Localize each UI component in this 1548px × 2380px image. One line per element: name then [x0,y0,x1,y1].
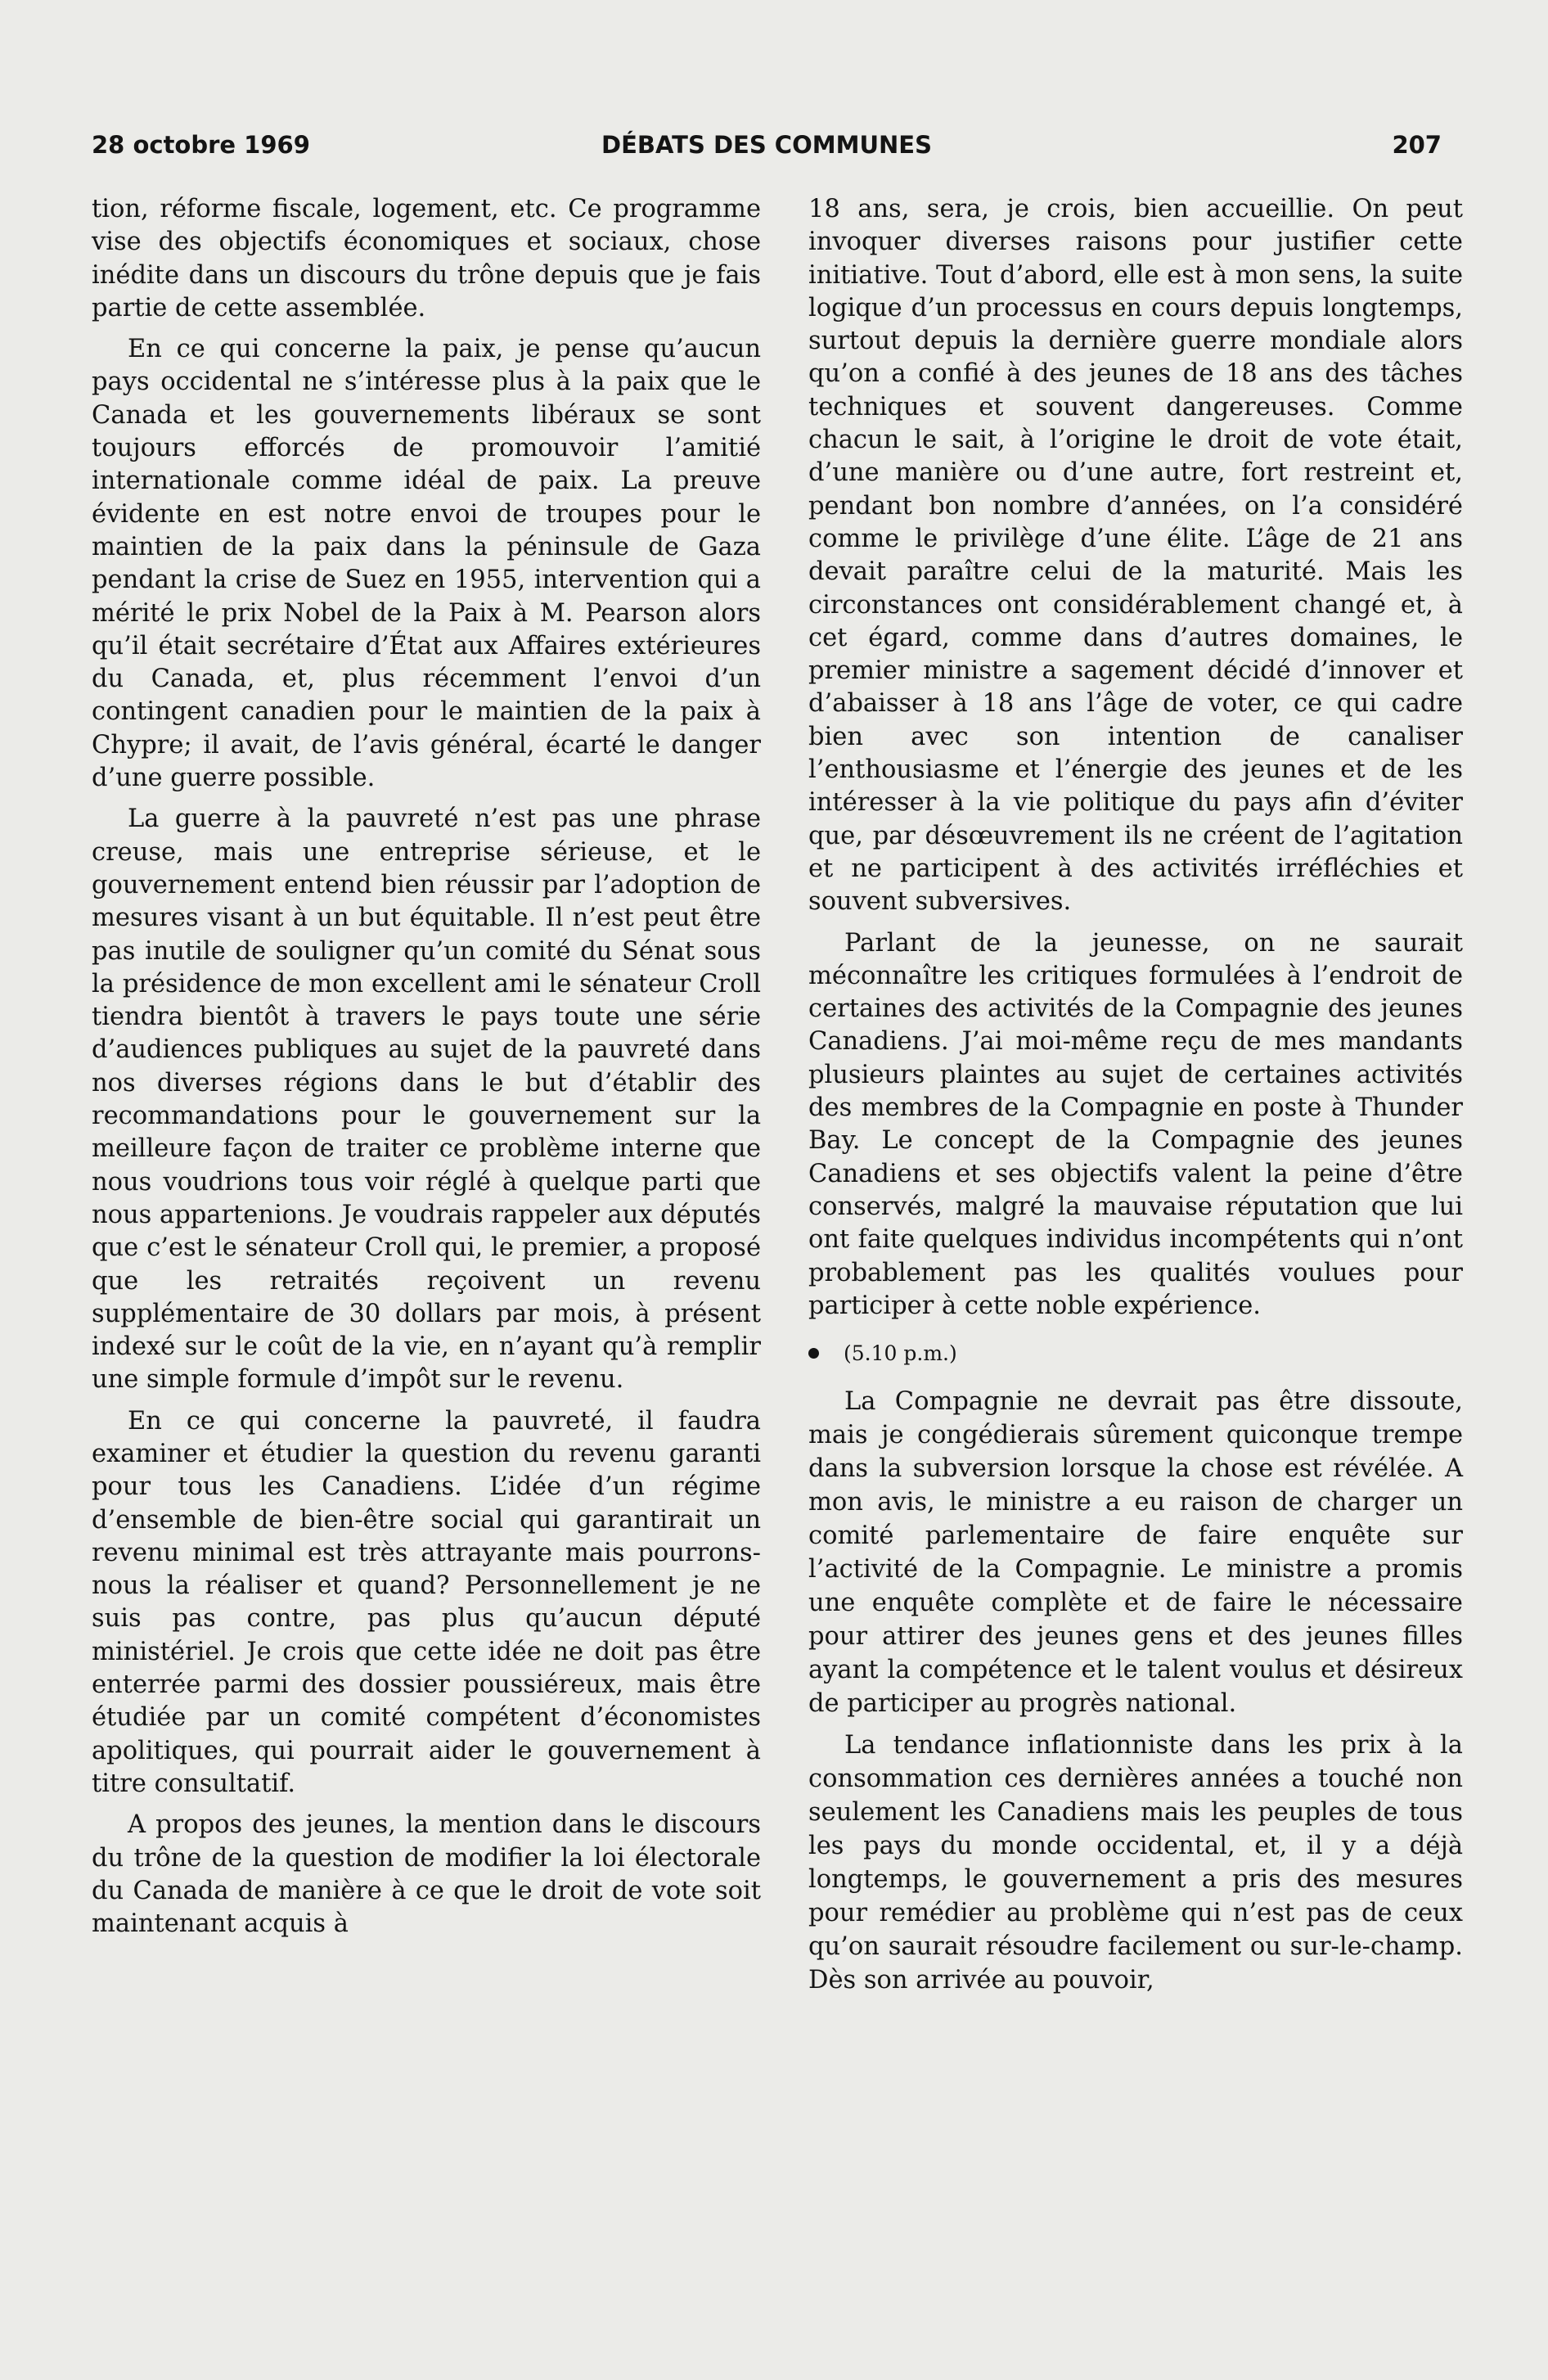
timestamp: (5.10 p.m.) [844,1341,957,1366]
paragraph: La Compagnie ne devrait pas être dissoute, mais je congédierais sûrement quiconque trempe dans la subversion lorsque la chose est révélée. A mon avis, le ministre a eu raison de charger un comité parlementaire de faire enquête sur l’activité de la Compagnie. Le ministre a promis une enquête complète et de faire le nécessaire pour attirer des jeunes gens et des jeunes filles ayant la compétence et le talent voulus et désireux de participer au progrès national. [808,1387,1463,1719]
paragraph: A propos des jeunes, la mention dans le discours du trône de la question de modifier la loi électorale du Canada de manière à ce que le droit de vote soit maintenant acquis à [92,1810,761,1939]
bullet-icon [808,1348,819,1359]
page-number: 207 [1392,131,1442,159]
header-title: DÉBATS DES COMMUNES [601,131,932,159]
paragraph: Parlant de la jeunesse, on ne saurait méconnaître les critiques formulées à l’endroit de certaines des activités de la Compagnie des jeunes Canadiens. J’ai moi-même reçu de mes mandants plusieurs plaintes au sujet de certaines activités des membres de la Compagnie en poste à Thunder Bay. Le concept de la Compagnie des jeunes Canadiens et ses objectifs valent la peine d’être conservés, malgré la mauvaise réputation que lui ont faite quelques individus incompétents qui n’ont probablement pas les qualités voulues pour participer à cette noble expérience. [808,928,1463,1320]
paragraph: 18 ans, sera, je crois, bien accueillie. On peut invoquer diverses raisons pour justifier cette initiative. Tout d’abord, elle est à mon sens, la suite logique d’un processus en cours depuis longtemps, surtout depuis la dernière guerre mondiale alors qu’on a confié à des jeunes de 18 ans des tâches techniques et souvent dangereuses. Comme chacun le sait, à l’origine le droit de vote était, d’une manière ou d’une autre, fort restreint et, pendant bon nombre d’années, on l’a considéré comme le privilège d’une élite. L’âge de 21 ans devait paraître celui de la maturité. Mais les circonstances ont considérablement changé et, à cet égard, comme dans d’autres domaines, le premier ministre a sagement décidé d’innover et d’abaisser à 18 ans l’âge de voter, ce qui cadre bien avec son intention de canaliser l’enthousiasme et l’énergie des jeunes et de les intéresser à la vie politique du pays afin d’éviter que, par désœuvrement ils ne créent de l’agitation et ne participent à des activités irréfléchies et souvent subversives. [808,195,1463,917]
timestamp-line [808,1337,1463,1370]
page-header [92,131,1442,169]
right-column [808,193,1463,1997]
paragraph: tion, réforme fiscale, logement, etc. Ce programme vise des objectifs économiques et sociaux, chose inédite dans un discours du trône depuis que je fais partie de cette assemblée. [92,195,761,322]
header-date: 28 octobre 1969 [92,131,310,159]
paragraph: En ce qui concerne la paix, je pense qu’aucun pays occidental ne s’intéresse plus à la paix que le Canada et les gouvernements libéraux se sont toujours efforcés de promouvoir l’amitié internationale comme idéal de paix. La preuve évidente en est notre envoi de troupes pour le maintien de la paix dans la péninsule de Gaza pendant la crise de Suez en 1955, intervention qui a mérité le prix Nobel de la Paix à M. Pearson alors qu’il était secrétaire d’État aux Affaires extérieures du Canada, et, plus récemment l’envoi d’un contingent canadien pour le maintien de la paix à Chypre; il avait, de l’avis général, écarté le danger d’une guerre possible. [92,335,761,793]
paragraph: La guerre à la pauvreté n’est pas une phrase creuse, mais une entreprise sérieuse, et le gouvernement entend bien réussir par l’adoption de mesures visant à un but équitable. Il n’est peut être pas inutile de souligner qu’un comité du Sénat sous la présidence de mon excellent ami le sénateur Croll tiendra bientôt à travers le pays toute une série d’audiences publiques au sujet de la pauvreté dans nos diverses régions dans le but d’établir des recommandations pour le gouvernement sur la meilleure façon de traiter ce problème interne que nous voudrions tous voir réglé à quelque parti que nous appartenions. Je voudrais rappeler aux députés que c’est le sénateur Croll qui, le premier, a proposé que les retraités reçoivent un revenu supplémentaire de 30 dollars par mois, à présent indexé sur le coût de la vie, en n’ayant qu’à remplir une simple formule d’impôt sur le revenu. [92,805,761,1395]
paragraph: La tendance inflationniste dans les prix à la consommation ces dernières années a touché non seulement les Canadiens mais les peuples de tous les pays du monde occidental, et, il y a déjà longtemps, le gouvernement a pris des mesures pour remédier au problème qui n’est pas de ceux qu’on saurait résoudre facilement ou sur-le-champ. Dès son arrivée au pouvoir, [808,1731,1463,1995]
paragraph: En ce qui concerne la pauvreté, il faudra examiner et étudier la question du revenu garanti pour tous les Canadiens. L’idée d’un régime d’ensemble de bien-être social qui garantirait un revenu minimal est très attrayante mais pourrons-nous la réaliser et quand? Personnellement je ne suis pas contre, pas plus qu’aucun député ministériel. Je crois que cette idée ne doit pas être enterrée parmi des dossier poussiéreux, mais être étudiée par un comité compétent d’économistes apolitiques, qui pourrait aider le gouvernement à titre consultatif. [92,1406,761,1798]
left-column [92,193,761,1941]
